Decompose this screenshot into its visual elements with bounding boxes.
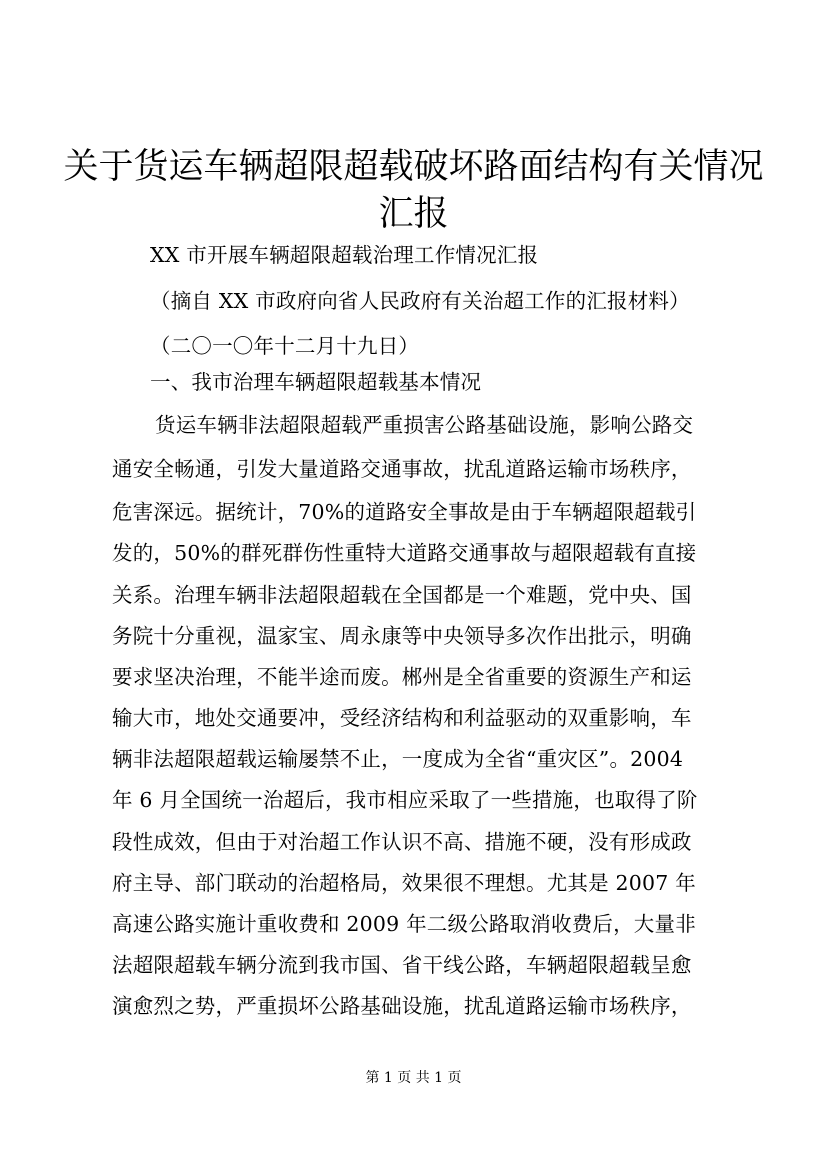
page-number-footer: 第 1 页 共 1 页 xyxy=(365,1070,462,1086)
body-line: 年 6 月全国统一治超后，我市相应采取了一些措施，也取得了阶 xyxy=(112,788,698,812)
body-line: 府主导、部门联动的治超格局，效果很不理想。尤其是 2007 年 xyxy=(112,871,696,895)
body-line: 关系。治理车辆非法超限超载在全国都是一个难题，党中央、国 xyxy=(112,583,692,607)
section-heading: 一、我市治理车辆超限超载基本情况 xyxy=(150,370,482,394)
body-line: 辆非法超限超载运输屡禁不止，一度成为全省“重灾区”。2004 xyxy=(112,747,684,771)
report-source-note: （摘自 XX 市政府向省人民政府有关治超工作的汇报材料） xyxy=(150,289,690,313)
document-title-line-2: 汇报 xyxy=(378,194,449,234)
body-line: 通安全畅通，引发大量道路交通事故，扰乱道路运输市场秩序， xyxy=(112,457,692,481)
body-line: 演愈烈之势，严重损坏公路基础设施，扰乱道路运输市场秩序， xyxy=(112,994,692,1018)
body-line: 高速公路实施计重收费和 2009 年二级公路取消收费后，大量非 xyxy=(112,912,696,936)
body-line: 段性成效，但由于对治超工作认识不高、措施不硬，没有形成政 xyxy=(112,830,692,854)
body-line: 要求坚决治理，不能半途而废。郴州是全省重要的资源生产和运 xyxy=(112,665,692,689)
body-line: 输大市，地处交通要冲，受经济结构和利益驱动的双重影响，车 xyxy=(112,706,692,730)
body-line: 危害深远。据统计，70%的道路安全事故是由于车辆超限超载引 xyxy=(112,500,697,524)
document-title-line-1: 关于货运车辆超限超载破坏路面结构有关情况 xyxy=(63,147,764,187)
body-line: 发的，50%的群死群伤性重特大道路交通事故与超限超载有直接 xyxy=(112,541,697,565)
report-heading: XX 市开展车辆超限超载治理工作情况汇报 xyxy=(150,243,539,267)
body-line: 法超限超载车辆分流到我市国、省干线公路，车辆超限超载呈愈 xyxy=(112,953,692,977)
report-date: （二〇一〇年十二月十九日） xyxy=(150,334,420,358)
body-line: 务院十分重视，温家宝、周永康等中央领导多次作出批示，明确 xyxy=(112,624,692,648)
body-line: 货运车辆非法超限超载严重损害公路基础设施，影响公路交 xyxy=(155,413,694,437)
